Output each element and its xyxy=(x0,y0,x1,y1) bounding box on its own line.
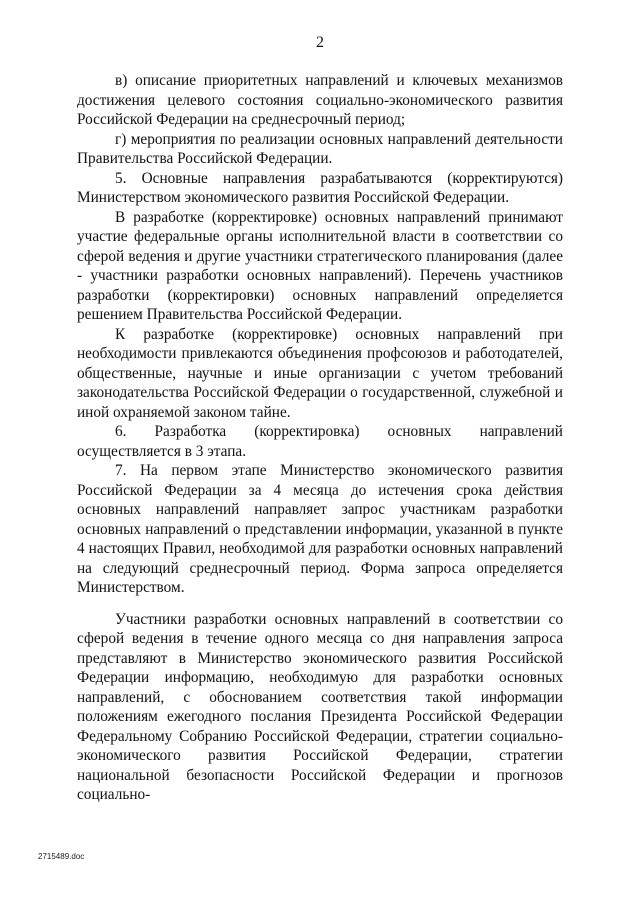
document-filename: 2715489.doc xyxy=(38,852,85,861)
paragraph-item-v: в) описание приоритетных направлений и ключевых механизмов достижения целевого состояния социально-экономического развития Российской Федерации на среднесрочный период; xyxy=(77,72,563,128)
paragraph-item-g: г) мероприятия по реализации основных направлений деятельности Правительства Российской Федерации. xyxy=(77,130,563,167)
paragraph-clause-7: 7. На первом этапе Министерство экономического развития Российской Федерации за 4 месяца до истечения срока действия основных направлений направляет запрос участникам разработки основных направлений о представлении информации, указанной в пункте 4 настоящих Правил, необходимой для разработки основных направлений на следующий среднесрочный период. Форма запроса определяется Министерством. xyxy=(77,462,563,596)
paragraph-participants: В разработке (корректировке) основных направлений принимают участие федеральные органы исполнительной власти в соответствии со сферой ведения и другие участники стратегического планирования (далее - участники разработки основных направлений). Перечень участников разработки (корректировки) основных направлений определяется решением Правительства Российской Федерации. xyxy=(77,208,563,323)
page-number: 2 xyxy=(316,34,324,51)
paragraph-clause-5: 5. Основные направления разрабатываются (корректируются) Министерством экономического развития Российской Федерации. xyxy=(77,169,563,206)
paragraph-clause-6: 6. Разработка (корректировка) основных направлений осуществляется в 3 этапа. xyxy=(77,423,563,460)
document-body xyxy=(77,71,563,805)
paragraph-information-submission: Участники разработки основных направлений в соответствии со сферой ведения в течение одного месяца со дня направления запроса представляют в Министерство экономического развития Российской Федерации информацию, необходимую для разработки основных направлений, с обоснованием соответствия такой информации положениям ежегодного послания Президента Российской Федерации Федеральному Собранию Российской Федерации, стратегии социально-экономического развития Российской Федерации, стратегии национальной безопасности Российской Федерации и прогнозов социально- xyxy=(77,610,563,803)
paragraph-involvement: К разработке (корректировке) основных направлений при необходимости привлекаются объединения профсоюзов и работодателей, общественные, научные и иные организации с учетом требований законодательства Российской Федерации о государственной, служебной и иной охраняемой законом тайне. xyxy=(77,325,563,421)
